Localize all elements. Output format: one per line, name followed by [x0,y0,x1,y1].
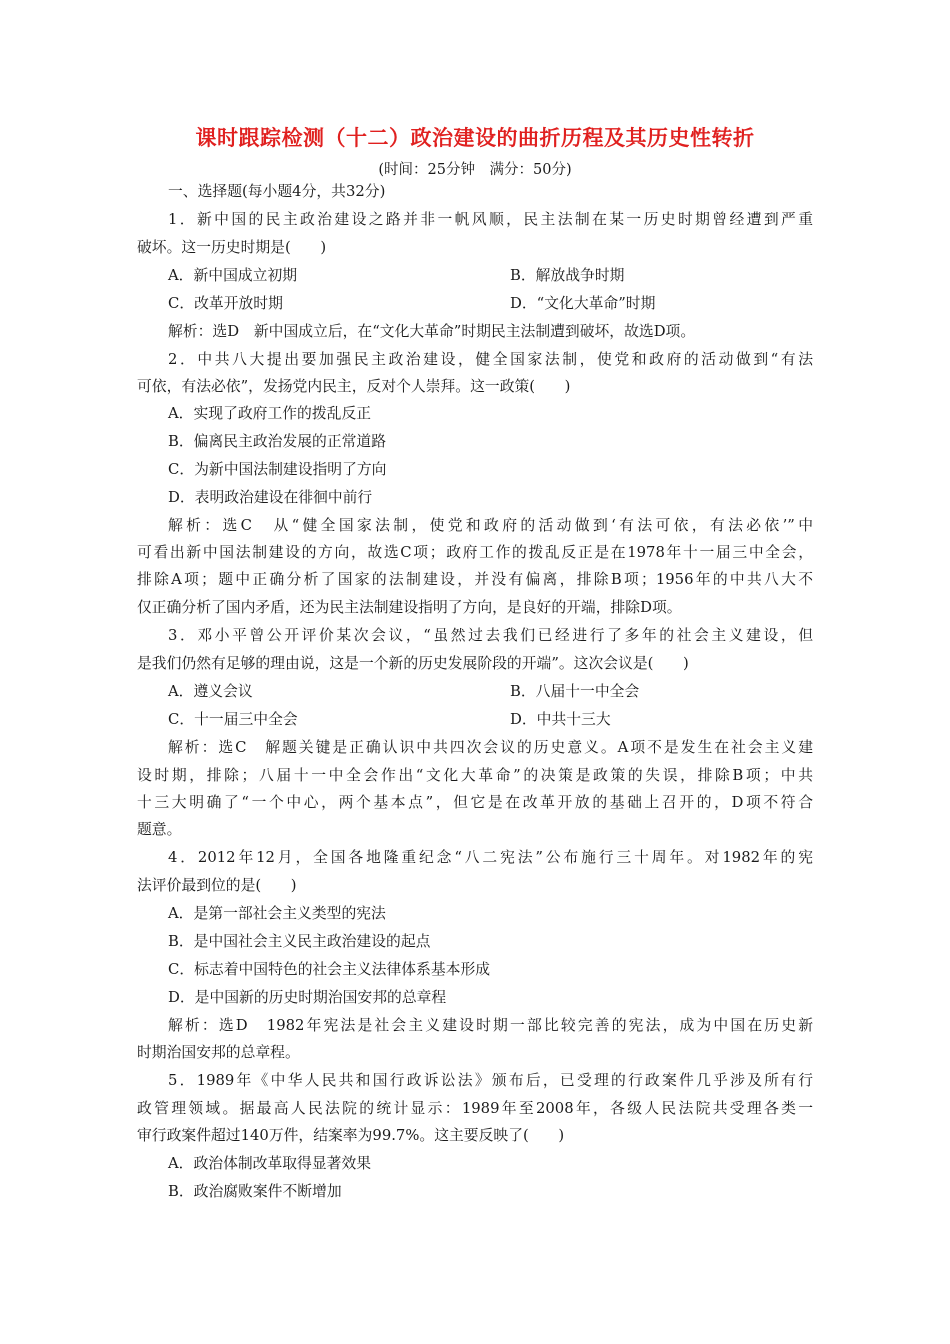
q2-option-d: D．表明政治建设在徘徊中前行 [168,489,373,506]
time-and-score: (时间：25分钟 满分：50分) [378,162,572,178]
q4-stem-line1: 4．2012年12月，全国各地隆重纪念“八二宪法”公布施行三十周年。对1982年的宪 [168,849,813,866]
q4-option-b: B．是中国社会主义民主政治建设的起点 [168,933,431,950]
q2-option-b: B．偏离民主政治发展的正常道路 [168,433,387,450]
q3-option-d: D．中共十三大 [510,711,611,728]
q1-stem-line2: 破坏。这一历史时期是( ) [137,239,327,256]
q5-stem-line3: 审行政案件超过140万件，结案率为99.7%。这主要反映了( ) [137,1127,565,1144]
q2-option-a: A．实现了政府工作的拨乱反正 [168,405,372,422]
document-title: 课时跟踪检测（十二）政治建设的曲折历程及其历史性转折 [195,126,755,150]
q2-analysis-line4: 仅正确分析了国内矛盾，还为民主法制建设指明了方向，是良好的开端，排除D项。 [137,599,682,616]
q5-stem-line2: 政管理领域。据最高人民法院的统计显示：1989年至2008年，各级人民法院共受理各类一 [137,1100,813,1117]
q1-option-a: A．新中国成立初期 [168,267,298,284]
q3-option-b: B．八届十一中全会 [510,683,640,700]
q3-analysis-line2: 设时期，排除；八届十一中全会作出“文化大革命”的决策是政策的失误，排除B项；中共 [137,767,813,784]
q5-option-a: A．政治体制改革取得显著效果 [168,1155,372,1172]
q1-option-c: C．改革开放时期 [168,295,283,312]
q2-option-c: C．为新中国法制建设指明了方向 [168,461,387,478]
q4-analysis-line2: 时期治国安邦的总章程。 [137,1044,300,1061]
q1-stem-line1: 1．新中国的民主政治建设之路并非一帆风顺，民主法制在某一历史时期曾经遭到严重 [168,211,813,228]
q3-stem-line2: 是我们仍然有足够的理由说，这是一个新的历史发展阶段的开端”。这次会议是( ) [137,655,689,672]
q3-analysis-line3: 十三大明确了“一个中心，两个基本点”，但它是在改革开放的基础上召开的，D项不符合 [137,794,813,811]
q4-stem-line2: 法评价最到位的是( ) [137,877,297,894]
q5-option-b: B．政治腐败案件不断增加 [168,1183,342,1200]
q4-analysis-line1: 解析：选D 1982年宪法是社会主义建设时期一部比较完善的宪法，成为中国在历史新 [168,1017,813,1034]
section-heading: 一、选择题(每小题4分，共32分) [168,183,386,200]
q4-option-a: A．是第一部社会主义类型的宪法 [168,905,386,922]
q3-analysis-line1: 解析：选C 解题关键是正确认识中共四次会议的历史意义。A项不是发生在社会主义建 [168,739,813,756]
q3-option-a: A．遵义会议 [168,683,253,700]
q3-analysis-line4: 题意。 [137,821,182,838]
q2-analysis-line3: 排除A项；题中正确分析了国家的法制建设，并没有偏离，排除B项；1956年的中共八大不 [137,571,813,588]
q1-option-d: D．“文化大革命”时期 [510,295,656,312]
q3-stem-line1: 3．邓小平曾公开评价某次会议，“虽然过去我们已经进行了多年的社会主义建设，但 [168,627,813,644]
q4-option-d: D．是中国新的历史时期治国安邦的总章程 [168,989,447,1006]
q5-stem-line1: 5．1989年《中华人民共和国行政诉讼法》颁布后，已受理的行政案件几乎涉及所有行 [168,1072,813,1089]
q1-analysis: 解析：选D 新中国成立后，在“文化大革命”时期民主法制遭到破坏，故选D项。 [168,323,696,340]
q3-option-c: C．十一届三中全会 [168,711,298,728]
q1-option-b: B．解放战争时期 [510,267,625,284]
q2-stem-line2: 可依，有法必依”，发扬党内民主，反对个人崇拜。这一政策( ) [137,378,571,395]
q2-analysis-line2: 可看出新中国法制建设的方向，故选C项；政府工作的拨乱反正是在1978年十一届三中全会， [137,544,813,561]
q4-option-c: C．标志着中国特色的社会主义法律体系基本形成 [168,961,491,978]
q2-stem-line1: 2．中共八大提出要加强民主政治建设，健全国家法制，使党和政府的活动做到“有法 [168,351,813,368]
q2-analysis-line1: 解析：选C 从“健全国家法制，使党和政府的活动做到‘有法可依，有法必依’”中 [168,517,813,534]
